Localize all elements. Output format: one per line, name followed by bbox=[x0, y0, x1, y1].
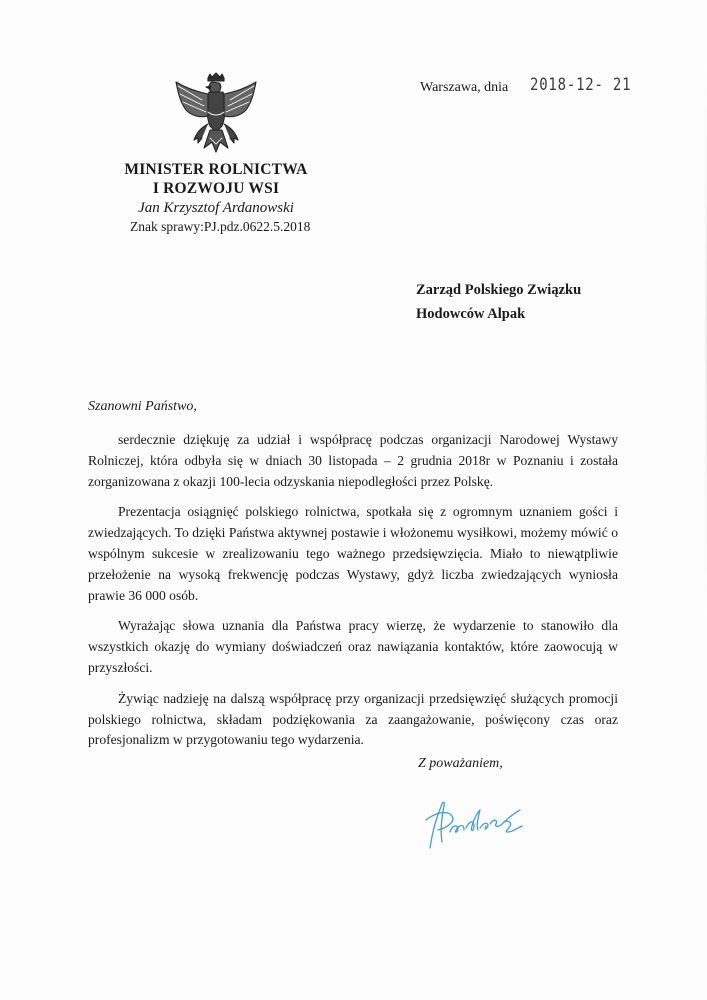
case-reference: Znak sprawy:PJ.pdz.0622.5.2018 bbox=[130, 219, 311, 234]
letter-body bbox=[88, 430, 618, 761]
minister-title-line1: MINISTER ROLNICTWA bbox=[124, 161, 308, 178]
dateline-date: 2018-12- 21 bbox=[530, 75, 632, 95]
salutation: Szanowni Państwo, bbox=[88, 399, 197, 414]
dateline-place: Warszawa, dnia bbox=[420, 80, 509, 95]
minister-header bbox=[100, 160, 332, 218]
polish-eagle-icon bbox=[168, 72, 264, 158]
closing-phrase: Z poważaniem, bbox=[418, 756, 503, 771]
recipient-block bbox=[416, 278, 581, 326]
recipient-line1: Zarząd Polskiego Związku bbox=[416, 282, 582, 298]
paragraph-1: serdecznie dziękuję za udział i współpracę podczas organizacji Narodowej Wystawy Rolniczej, która odbyła się w dniach 30 listopada – 2 grudnia 2018r w Poznaniu i została zorganizowana z okazji 100-lecia odzyskania niepodległości przez Polskę. bbox=[88, 432, 618, 489]
minister-title-line2: I ROZWOJU WSI bbox=[152, 180, 280, 197]
minister-name: Jan Krzysztof Ardanowski bbox=[138, 200, 294, 216]
paragraph-4: Żywiąc nadzieję na dalszą współpracę przy organizacji przedsięwzięć służących promocji polskiego rolnictwa, składam podziękowania za zaangażowanie, poświęcony czas oraz profesjonalizm w przygotowaniu tego wydarzenia. bbox=[88, 690, 618, 748]
recipient-line2: Hodowców Alpak bbox=[416, 306, 526, 322]
paragraph-2: Prezentacja osiągnięć polskiego rolnictwa, spotkała się z ogromnym uznaniem gości i zwiedzających. To dzięki Państwa aktywnej postawie i włożonemu wysiłkowi, możemy mówić o wspólnym sukcesie w zrealizowaniu tego ważnego przedsięwzięcia. Miało to niewątpliwie przełożenie na wysoką frekwencję podczas Wystawy, gdyż liczba zwiedzających wyniosła prawie 36 000 osób. bbox=[88, 504, 618, 603]
handwritten-signature-icon bbox=[412, 790, 542, 860]
paragraph-3: Wyrażając słowa uznania dla Państwa pracy wierzę, że wydarzenie to stanowiło dla wszystkich okazję do wymiany doświadczeń oraz nawiązania kontaktów, które zaowocują w przyszłości. bbox=[88, 618, 618, 675]
